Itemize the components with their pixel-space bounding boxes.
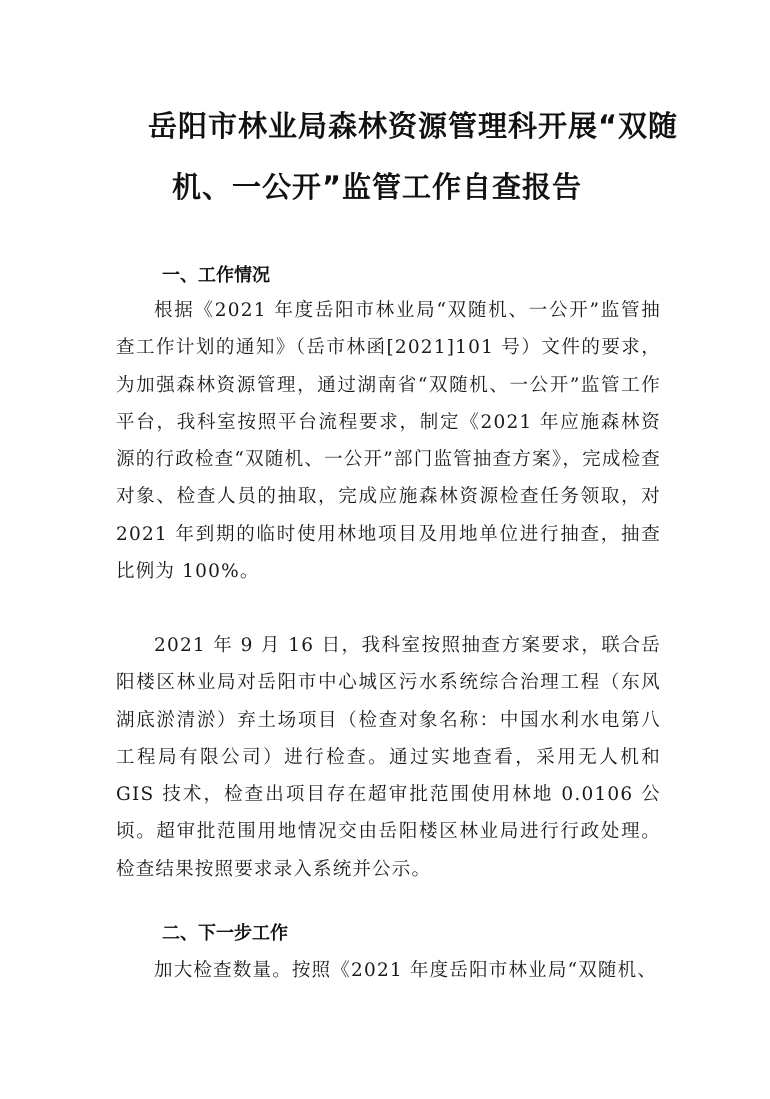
paragraph-plan-notice: 根据《2021 年度岳阳市林业局“双随机、一公开”监管抽查工作计划的通知》（岳市林函[2021]101 号）文件的要求，为加强森林资源管理，通过湖南省“双随机、一公开”监管工作平台，我科室按照平台流程要求，制定《2021 年应施森林资源的行政检查“双随机、一公开”部门监管抽查方案》，完成检查对象、检查人员的抽取，完成应施森林资源检查任务领取，对 2021 年到期的临时使用林地项目及用地单位进行抽查，抽查比例为 100%。 (116, 300, 661, 583)
document-title-line-2: 机、一公开”监管工作自查报告 (172, 170, 583, 204)
section-heading-work-status: 一、工作情况 (162, 265, 270, 286)
document-title-line-1: 岳阳市林业局森林资源管理科开展“双随 (148, 109, 679, 143)
paragraph-next-steps: 加大检查数量。按照《2021 年度岳阳市林业局“双随机、 (154, 960, 658, 981)
section-heading-next-steps: 二、下一步工作 (162, 923, 288, 944)
paragraph-inspection-result: 2021 年 9 月 16 日，我科室按照抽查方案要求，联合岳阳楼区林业局对岳阳市中心城区污水系统综合治理工程（东风湖底淤清淤）弃土场项目（检查对象名称：中国水利水电第八工程局有限公司）进行检查。通过实地查看，采用无人机和 GIS 技术，检查出项目存在超审批范围使用林地 0.0106 公顷。超审批范围用地情况交由岳阳楼区林业局进行行政处理。检查结果按照要求录入系统并公示。 (116, 635, 661, 880)
